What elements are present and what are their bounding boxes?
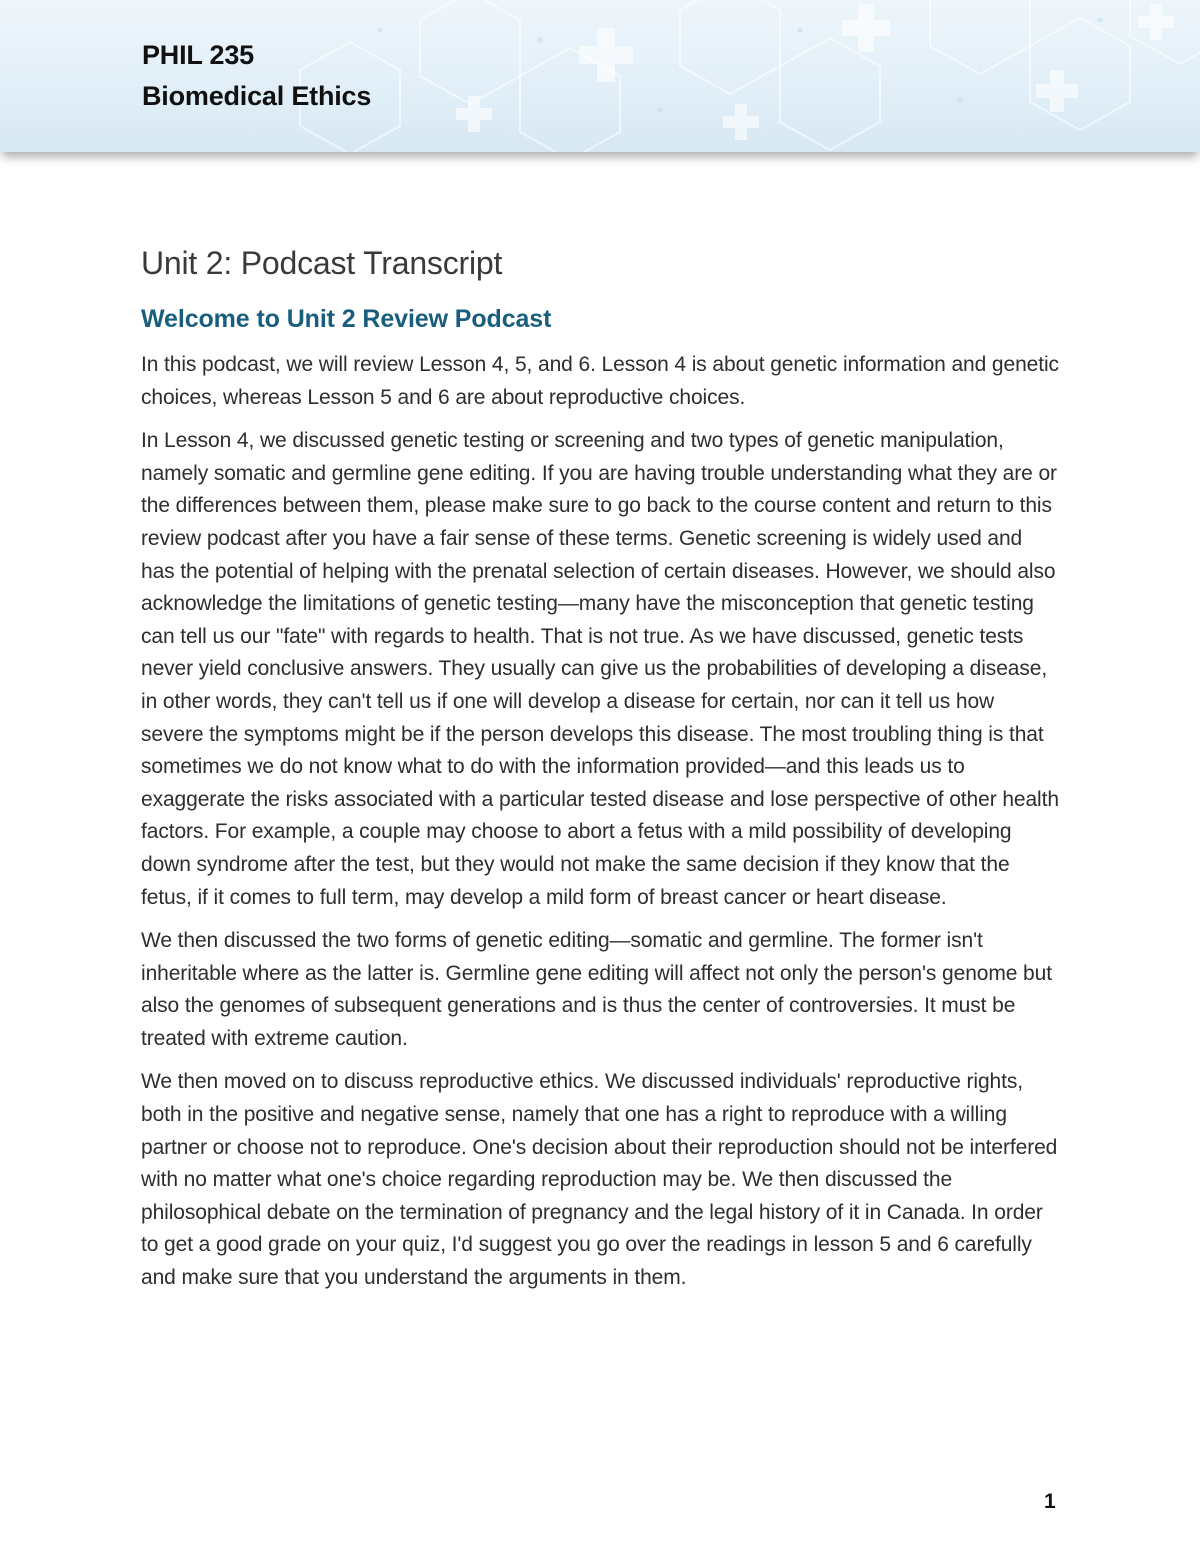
paragraph-intro: In this podcast, we will review Lesson 4, 5, and 6. Lesson 4 is about genetic information and genetic choices, whereas Lesson 5 and 6 are about reproductive choices. (141, 353, 1059, 409)
paragraph-genetic-testing: In Lesson 4, we discussed genetic testing or screening and two types of genetic manipulation, namely somatic and germline gene editing. If you are having trouble understanding what they are or the differences between them, please make sure to go back to the course content and return to this review podcast after you have a fair sense of these terms. Genetic screening is widely used and has the potential of helping with the prenatal selection of certain diseases. However, we should also acknowledge the limitations of genetic testing—many have the misconception that genetic testing can tell us our "fate" with regards to health. That is not true. As we have discussed, genetic tests never yield conclusive answers. They usually can give us the probabilities of developing a disease, in other words, they can't tell us if one will develop a disease for certain, nor can it tell us how severe the symptoms might be if the person develops this disease. The most troubling thing is that sometimes we do not know what to do with the information provided—and this leads us to exaggerate the risks associated with a particular tested disease and lose perspective of other health factors. For example, a couple may choose to abort a fetus with a mild possibility of developing down syndrome after the test, but they would not make the same decision if they know that the fetus, if it comes to full term, may develop a mild form of breast cancer or heart disease. (141, 429, 1059, 909)
section-heading: Welcome to Unit 2 Review Podcast (141, 305, 552, 333)
paragraph-reproductive-ethics: We then moved on to discuss reproductive ethics. We discussed individuals' reproductive rights, both in the positive and negative sense, namely that one has a right to reproduce with a willing partner or choose not to reproduce. One's decision about their reproduction should not be interfered with no matter what one's choice regarding reproduction may be. We then discussed the philosophical debate on the termination of pregnancy and the legal history of it in Canada. In order to get a good grade on your quiz, I'd suggest you go over the readings in lesson 5 and 6 carefully and make sure that you understand the arguments in them. (141, 1070, 1058, 1290)
page-number: 1 (1044, 1490, 1056, 1513)
course-code: PHIL 235 (142, 40, 254, 70)
document-body (141, 243, 1061, 1306)
medical-cross-pattern-decoration (0, 0, 1200, 152)
document-title: Unit 2: Podcast Transcript (141, 245, 503, 281)
course-name: Biomedical Ethics (142, 81, 372, 111)
paragraph-genetic-editing: We then discussed the two forms of genetic editing—somatic and germline. The former isn't inheritable where as the latter is. Germline gene editing will affect not only the person's genome but also the genomes of subsequent generations and is thus the center of controversies. It must be treated with extreme caution. (141, 929, 1052, 1050)
header-banner (0, 0, 1200, 152)
